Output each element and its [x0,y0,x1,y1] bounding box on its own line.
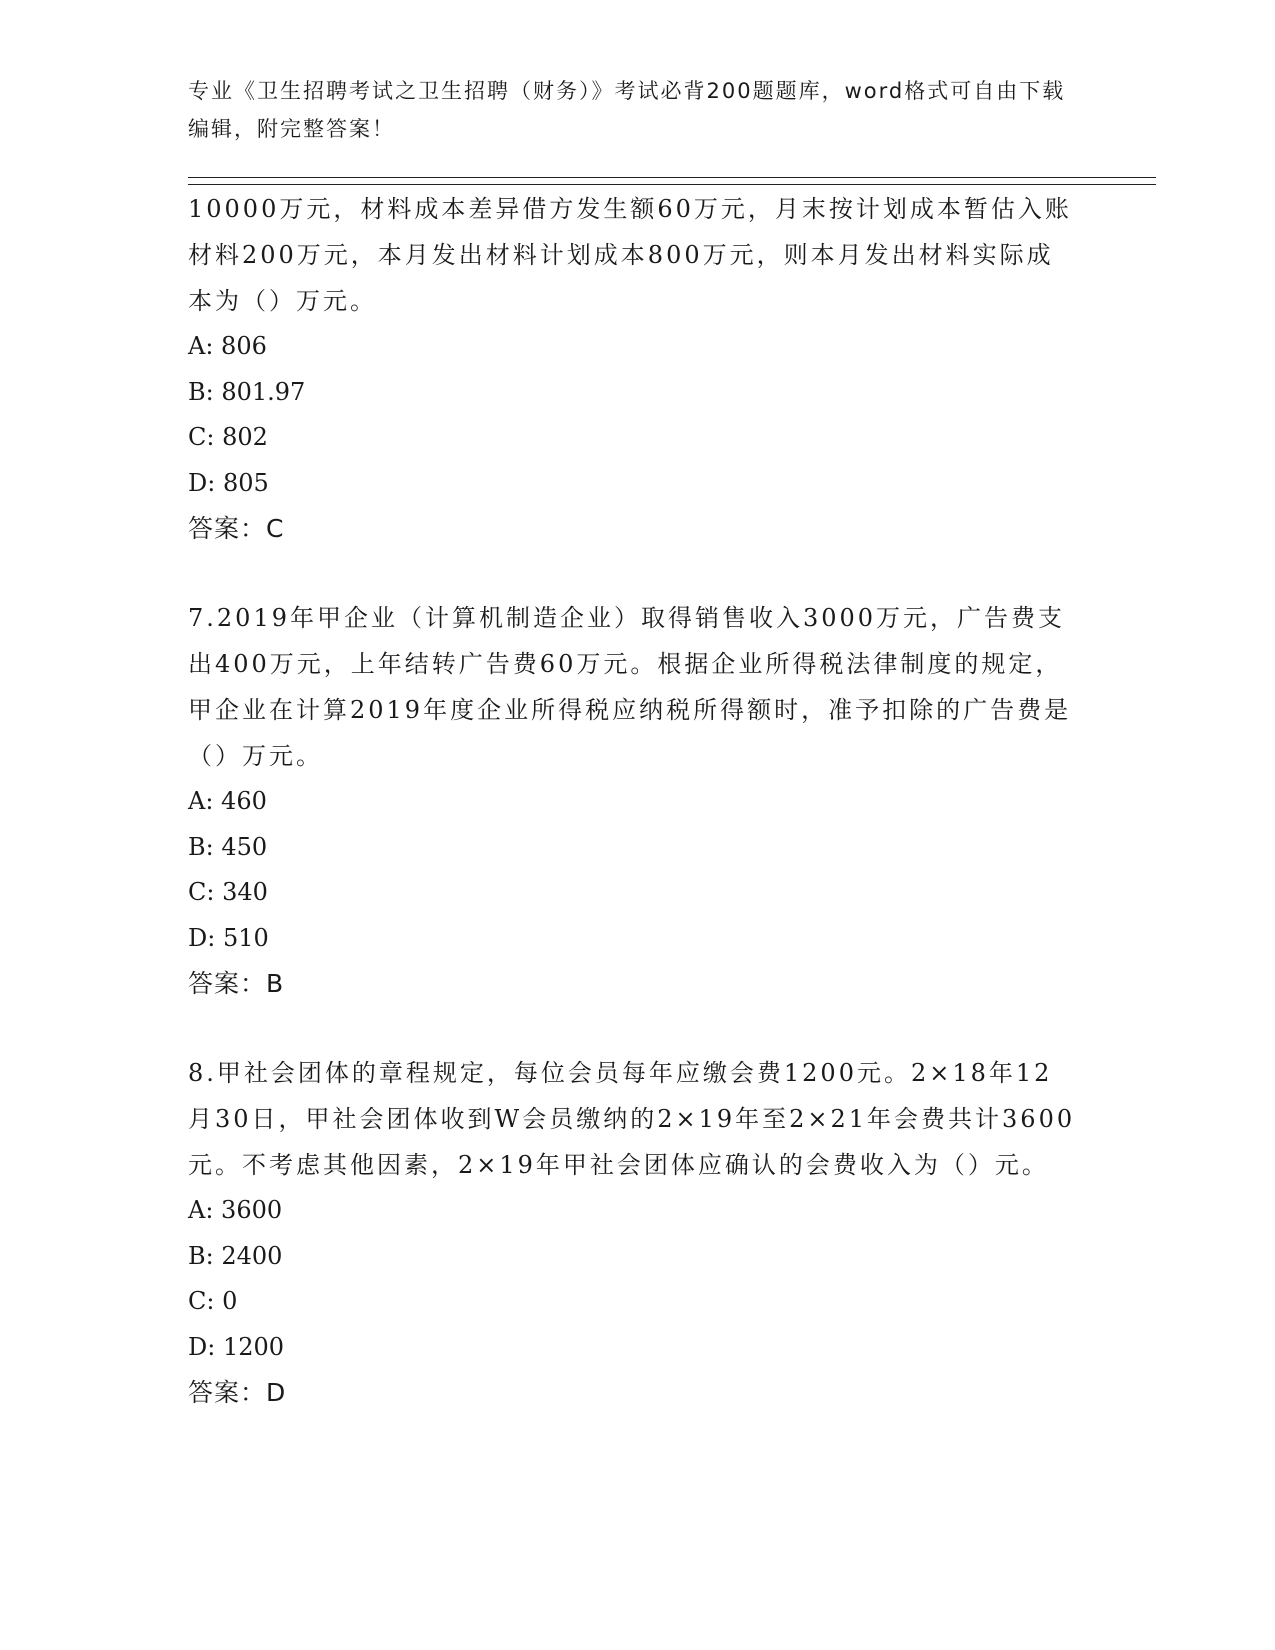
answer-line: 答案：B [188,969,285,998]
question-block [188,186,1078,551]
question-spacer [188,1006,1078,1050]
question-block [188,1050,1078,1415]
question-text: 7.2019年甲企业（计算机制造企业）取得销售收入3000万元，广告费支出400万元，上年结转广告费60万元。根据企业所得税法律制度的规定，甲企业在计算2019年度企业所得税应纳税所得额时，准予扣除的广告费是（）万元。 [188,604,1072,770]
option-b: B: 801.97 [188,377,306,406]
question-text: 8.甲社会团体的章程规定，每位会员每年应缴会费1200元。2×18年12月30日，甲社会团体收到W会员缴纳的2×19年至2×21年会费共计3600元。不考虑其他因素，2×19年甲社会团体应确认的会费收入为（）元。 [188,1059,1076,1179]
question-text: 10000万元，材料成本差异借方发生额60万元，月末按计划成本暂估入账材料200万元，本月发出材料计划成本800万元，则本月发出材料实际成本为（）万元。 [188,195,1072,315]
option-d: D: 510 [188,923,269,952]
answer-line: 答案：C [188,514,285,543]
question-block [188,595,1078,1006]
option-a: A: 460 [188,787,267,815]
option-a: A: 806 [188,332,267,360]
answer-line: 答案：D [188,1378,287,1407]
document-header: 专业《卫生招聘考试之卫生招聘（财务）》考试必背200题题库，word格式可自由下载编辑，附完整答案！ [188,79,1066,141]
option-b: B: 450 [188,832,268,861]
option-d: D: 1200 [188,1332,285,1361]
header-divider-bottom [188,184,1156,185]
option-a: A: 3600 [188,1196,283,1224]
option-d: D: 805 [188,468,269,497]
option-c: C: 0 [188,1287,238,1315]
option-c: C: 802 [188,423,268,451]
header-divider-top [188,177,1156,178]
option-b: B: 2400 [188,1241,283,1270]
question-list [188,186,1078,1415]
question-spacer [188,551,1078,595]
option-c: C: 340 [188,878,268,906]
